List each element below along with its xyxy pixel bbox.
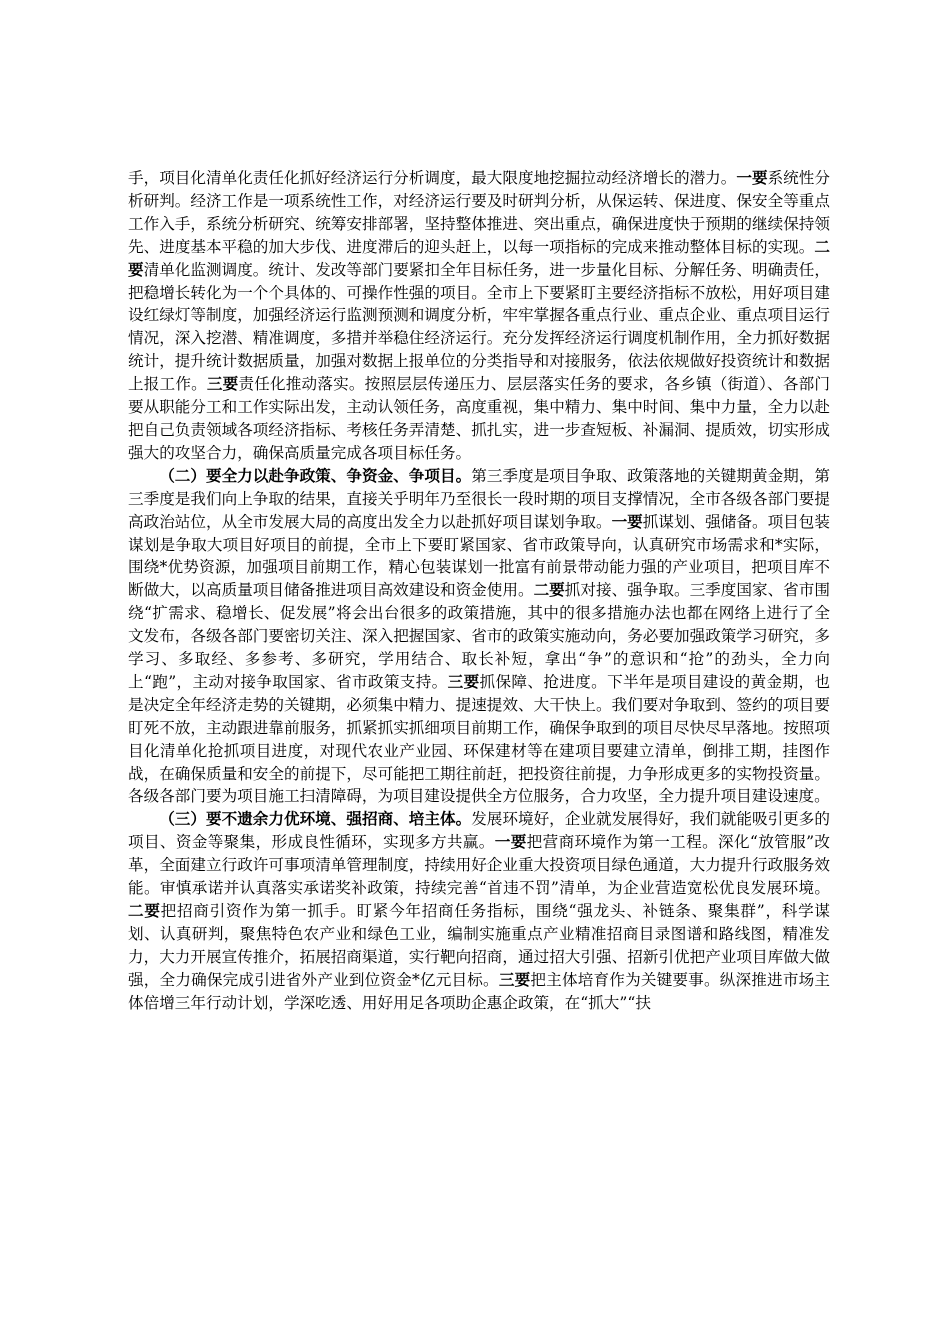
body-text: 系统性分析研判。经济工作是一项系统性工作，对经济运行要及时研判分析，从保运转、保进度、保安全等重点工作入手，系统分析研究、统筹安排部署，坚持整体推进、突出重点，确保进度快于预期的继续保持领先、进度基本平稳的加大步伐、进度滞后的迎头赶上，以每一项指标的完成来推动整体目标的实现。 bbox=[128, 169, 830, 256]
body-text: 手，项目化清单化责任化抓好经济运行分析调度，最大限度地挖掘拉动经济增长的潜力。 bbox=[128, 169, 737, 187]
body-text: 清单化监测调度。统计、发改等部门要紧扣全年目标任务，进一步量化目标、分解任务、明确责任，把稳增长转化为一个个具体的、可操作性强的项目。全市上下要紧盯主要经济指标不放松，用好项目建设红绿灯等制度，加强经济运行监测预测和调度分析，牢牢掌握各重点行业、重点企业、重点项目运行情况，深入挖潜、精准调度，多措并举稳住经济运行。充分发挥经济运行调度机制作用，全力抓好数据统计，提升统计数据质量，加强对数据上报单位的分类指导和对接服务，依法依规做好投资统计和数据上报工作。 bbox=[128, 260, 830, 394]
document-page bbox=[128, 167, 830, 1015]
bold-lead-in: 一要 bbox=[611, 511, 643, 531]
body-text: 抓保障、抢进度。下半年是项目建设的黄金期，也是决定全年经济走势的关键期，必须集中精力、提速提效、大干快上。我们要对争取到、签约的项目要盯死不放，主动跟进靠前服务，抓紧抓实抓细项目前期工作，确保争取到的项目尽快尽早落地。按照项目化清单化抢抓项目进度，对现代农业产业园、环保建材等在建项目要建立清单，倒排工期，挂图作战，在确保质量和安全的前提下，尽可能把工期往前赶，把投资往前提，力争形成更多的实物投资量。各级各部门要为项目施工扫清障碍，为项目建设提供全方位服务，合力攻坚，全力提升项目建设速度。 bbox=[128, 672, 830, 806]
body-text: 把主体培育作为关键要事。纵深推进市场主体倍增三年行动计划，学深吃透、用好用足各项助企惠企政策，在“抓大”“扶 bbox=[128, 970, 830, 1012]
bold-lead-in: 三要 bbox=[498, 969, 531, 989]
bold-lead-in: （二）要全力以赴争政策、争资金、争项目。 bbox=[159, 465, 472, 485]
body-text: 抓对接、强争取。三季度国家、省市围绕“扩需求、稳增长、促发展”将会出台很多的政策措施，其中的很多措施办法也都在网络上进行了全文发布，各级各部门要密切关注、深入把握国家、省市的政策实施动向，务必要加强政策学习研究，多学习、多取经、多参考、多研究，学用结合、取长补短，拿出“争”的意识和“抢”的劲头，全力向上“跑”，主动对接争取国家、省市政策支持。 bbox=[128, 581, 830, 691]
bold-lead-in: 二要 bbox=[128, 236, 830, 279]
bold-lead-in: （三）要不遗余力优环境、强招商、培主体。 bbox=[159, 809, 472, 829]
bold-lead-in: 一要 bbox=[494, 832, 527, 852]
bold-lead-in: 二要 bbox=[533, 580, 565, 600]
bold-lead-in: 三要 bbox=[447, 671, 480, 691]
body-text: 第三季度是项目争取、政策落地的关键期黄金期，第三季度是我们向上争取的结果，直接关乎明年乃至很长一段时期的项目支撑情况，全市各级各部门要提高政治站位，从全市发展大局的高度出发全力以赴抓好项目谋划争取。 bbox=[128, 466, 830, 531]
body-text: 抓谋划、强储备。项目包装谋划是争取大项目好项目的前提，全市上下要盯紧国家、省市政策导向，认真研究市场需求和*实际，围绕*优势资源，加强项目前期工作，精心包装谋划一批富有前景带动能力强的产业项目，把项目库不断做大，以高质量项目储备推进项目高效建设和资金使用。 bbox=[128, 512, 830, 600]
bold-lead-in: 三要 bbox=[206, 374, 239, 394]
body-text: 发展环境好，企业就发展得好，我们就能吸引更多的项目、资金等聚集，形成良性循环，实现多方共赢。 bbox=[128, 810, 830, 852]
bold-lead-in: 二要 bbox=[128, 901, 161, 920]
paragraph-2 bbox=[128, 465, 830, 809]
bold-lead-in: 一要 bbox=[736, 168, 768, 187]
body-text: 责任化推动落实。按照层层传递压力、层层落实任务的要求，各乡镇（街道）、各部门要从职能分工和工作实际出发，主动认领任务，高度重视，集中精力、集中时间、集中力量，全力以赴把自己负责领域各项经济指标、考核任务弄清楚、抓扎实，进一步查短板、补漏洞、提质效，切实形成强大的攻坚合力，确保高质量完成各项目标任务。 bbox=[128, 375, 830, 462]
paragraph-3 bbox=[128, 808, 830, 1014]
body-text: 把营商环境作为第一工程。深化“放管服”改革，全面建立行政许可事项清单管理制度，持续用好企业重大投资项目绿色通道，大力提升行政服务效能。审慎承诺并认真落实承诺奖补政策，持续完善“首违不罚”清单，为企业营造宽松优良发展环境。 bbox=[128, 833, 830, 898]
body-text: 把招商引资作为第一抓手。盯紧今年招商任务指标，围绕“强龙头、补链条、聚集群”，科学谋划、认真研判，聚焦特色农产业和绿色工业，编制实施重点产业精准招商目录图谱和路线图，精准发力，大力开展宣传推介，拓展招商渠道，实行靶向招商，通过招大引强、招新引优把产业项目库做大做强，全力确保完成引进省外产业到位资金*亿元目标。 bbox=[128, 902, 830, 989]
paragraph-1 bbox=[128, 167, 830, 465]
